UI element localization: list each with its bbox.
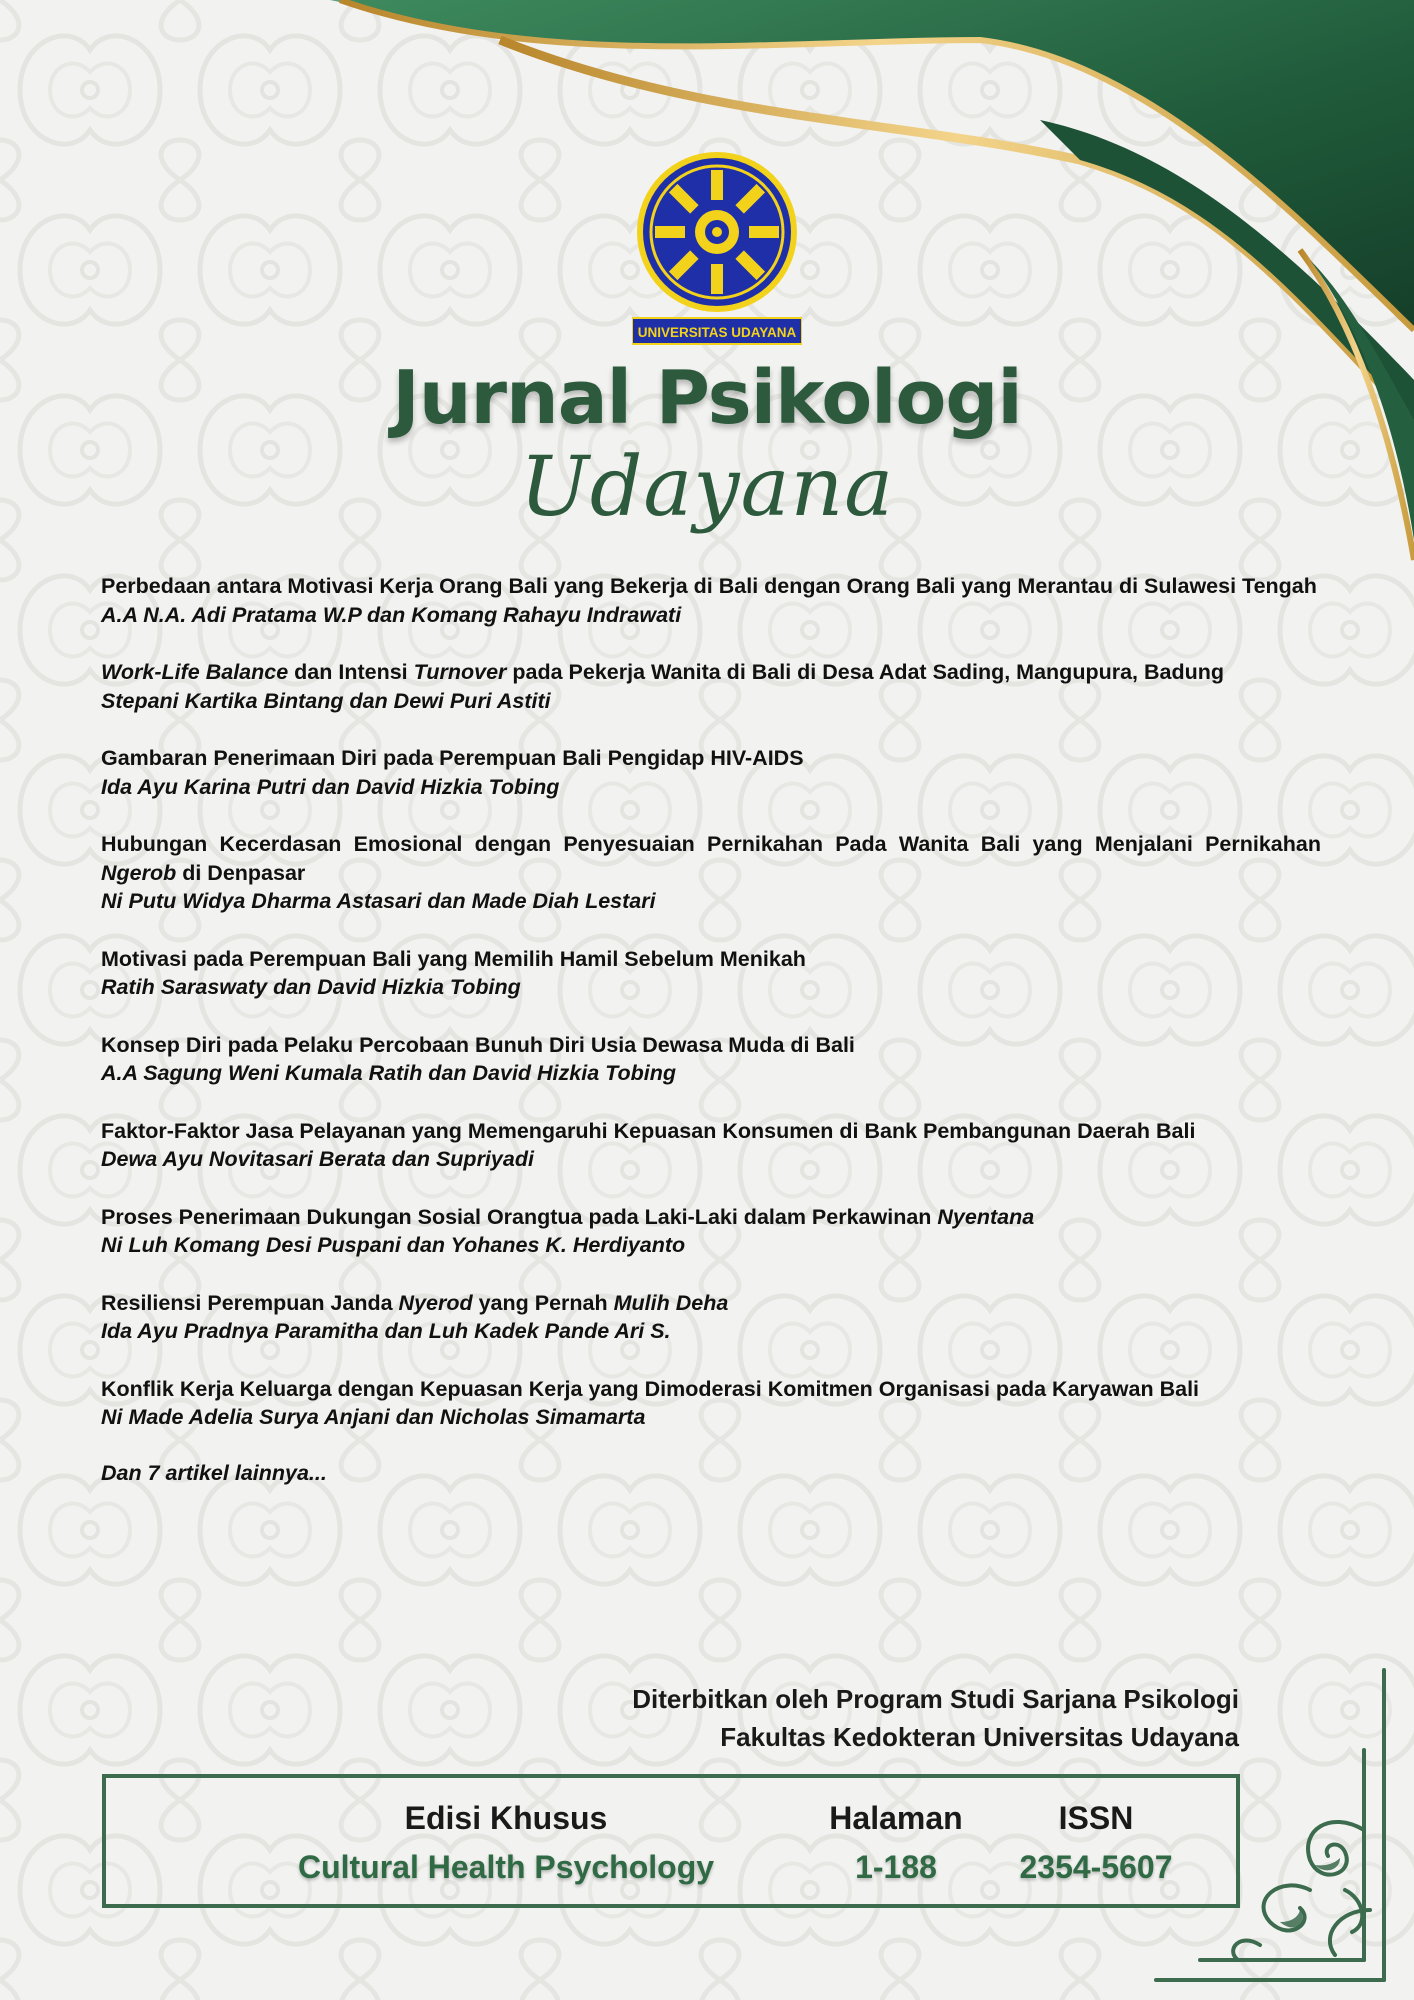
article-item [101, 658, 1321, 715]
article-title: Perbedaan antara Motivasi Kerja Orang Bali yang Bekerja di Bali dengan Orang Bali yang Merantau di Sulawesi Tengah [101, 574, 1317, 598]
article-item [101, 1117, 1321, 1174]
pages-value: 1-188 [855, 1849, 937, 1885]
title-text: Resiliensi Perempuan Janda [101, 1290, 399, 1315]
universitas-udayana-logo [632, 150, 802, 345]
article-title [101, 830, 1321, 887]
article-item [101, 945, 1321, 1002]
article-authors: Ida Ayu Pradnya Paramitha dan Luh Kadek Pande Ari S. [101, 1319, 671, 1343]
article-authors: Ni Luh Komang Desi Puspani dan Yohanes K. Herdiyanto [101, 1233, 686, 1257]
title-text: pada Pekerja Wanita di Bali di Desa Adat Sading, Mangupura, Badung [506, 660, 1225, 684]
publisher-line-1: Diterbitkan oleh Program Studi Sarjana Psikologi [632, 1684, 1239, 1714]
article-title: Konflik Kerja Keluarga dengan Kepuasan Kerja yang Dimoderasi Komitmen Organisasi pada Karyawan Bali [101, 1376, 1200, 1401]
article-authors: Ratih Saraswaty dan David Hizkia Tobing [101, 975, 521, 999]
title-text: di Denpasar [176, 860, 306, 885]
article-title [101, 1289, 1321, 1318]
article-title [101, 658, 1321, 687]
title-italic-term: Mulih Deha [613, 1290, 729, 1315]
pages-label: Halaman [829, 1800, 963, 1836]
article-title: Faktor-Faktor Jasa Pelayanan yang Memengaruhi Kepuasan Konsumen di Bank Pembangunan Daerah Bali [101, 1118, 1196, 1143]
article-authors: A.A Sagung Weni Kumala Ratih dan David Hizkia Tobing [101, 1061, 676, 1085]
title-text: yang Pernah [472, 1290, 614, 1315]
issn-value: 2354-5607 [1019, 1849, 1173, 1885]
journal-subtitle: Udayana [519, 440, 895, 535]
more-articles-note: Dan 7 artikel lainnya... [101, 1460, 327, 1485]
logo-label: UNIVERSITAS UDAYANA [637, 325, 797, 340]
article-title: Gambaran Penerimaan Diri pada Perempuan Bali Pengidap HIV-AIDS [101, 746, 804, 770]
article-authors: Ni Putu Widya Dharma Astasari dan Made Diah Lestari [101, 889, 656, 913]
article-title: Konsep Diri pada Pelaku Percobaan Bunuh Diri Usia Dewasa Muda di Bali [101, 1032, 855, 1057]
edition-label: Edisi Khusus [404, 1800, 608, 1836]
title-italic-term: Nyentana [937, 1204, 1035, 1229]
article-authors: Dewa Ayu Novitasari Berata dan Supriyadi [101, 1147, 534, 1171]
corner-ornament-decoration [1140, 1660, 1414, 2000]
article-authors: Stepani Kartika Bintang dan Dewi Puri Astiti [101, 688, 551, 713]
article-item [101, 572, 1321, 629]
article-item [101, 744, 1321, 801]
title-italic-term: Turnover [413, 660, 507, 684]
title-text: Proses Penerimaan Dukungan Sosial Orangtua pada Laki-Laki dalam Perkawinan [101, 1204, 938, 1229]
article-item [101, 1031, 1321, 1088]
article-item [101, 1375, 1321, 1432]
article-title [101, 1203, 1321, 1232]
article-authors: Ni Made Adelia Surya Anjani dan Nicholas Simamarta [101, 1405, 646, 1429]
edition-column [297, 1800, 796, 1886]
article-item [101, 1203, 1321, 1260]
title-italic-term: Work-Life Balance [101, 660, 289, 684]
article-title: Motivasi pada Perempuan Bali yang Memilih Hamil Sebelum Menikah [101, 946, 806, 971]
title-text: dan Intensi [288, 660, 414, 684]
journal-title: Jurnal Psikologi [392, 355, 1022, 441]
edition-value: Cultural Health Psychology [297, 1849, 715, 1885]
article-item [101, 830, 1321, 916]
title-text: Hubungan Kecerdasan Emosional dengan Penyesuaian Pernikahan Pada Wanita Bali yang Menjalani Pernikahan [101, 832, 1321, 856]
issn-label: ISSN [1058, 1800, 1134, 1836]
article-authors: A.A N.A. Adi Pratama W.P dan Komang Rahayu Indrawati [101, 602, 682, 627]
article-item [101, 1289, 1321, 1346]
edition-info-box [102, 1774, 1240, 1908]
title-italic-term: Ngerob [101, 860, 177, 885]
title-italic-term: Nyerod [398, 1290, 473, 1315]
publisher-line-2: Fakultas Kedokteran Universitas Udayana [720, 1722, 1239, 1752]
article-authors: Ida Ayu Karina Putri dan David Hizkia Tobing [101, 774, 560, 799]
article-list [101, 572, 1321, 1486]
